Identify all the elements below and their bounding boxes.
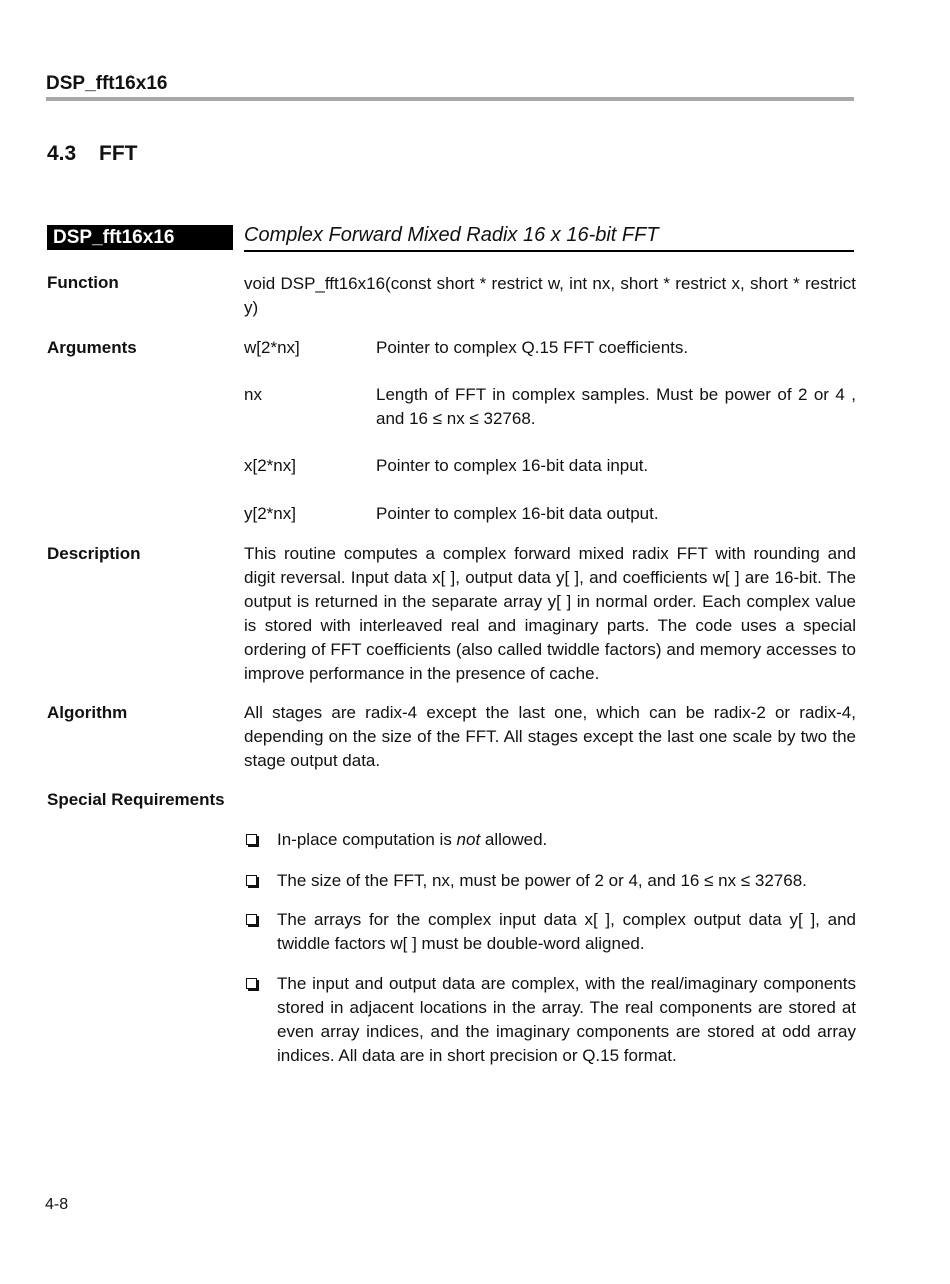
requirement-text: In-place computation is not allowed. [277,830,548,849]
function-label: Function [47,273,119,292]
argument-description: Pointer to complex 16-bit data output. [376,504,659,523]
running-head: DSP_fft16x16 [46,73,168,94]
argument-name: x[2*nx] [244,456,296,475]
argument-name: nx [244,385,262,404]
section-title: FFT [99,142,138,165]
checkbox-bullet-icon [246,978,257,989]
page-number: 4-8 [45,1196,69,1213]
description-label: Description [47,544,141,563]
section-number: 4.3 [47,142,77,165]
requirement-text: The arrays for the complex input data x[ ], complex output data y[ ], and twiddle factors w[ ] must be double-word aligned. [277,910,856,953]
checkbox-bullet-icon [246,834,257,845]
argument-description: Pointer to complex Q.15 FFT coefficients. [376,338,689,357]
requirement-text: The input and output data are complex, with the real/imaginary components stored in adjacent locations in the array. The real components are stored at even array indices, and the imaginary components are stored at odd array indices. All data are in short precision or Q.15 format. [277,974,856,1065]
function-signature: void DSP_fft16x16(const short * restrict w, int nx, short * restrict x, short * restrict y) [244,274,856,317]
description-text: This routine computes a complex forward mixed radix FFT with rounding and digit reversal. Input data x[ ], output data y[ ], and coefficients w[ ] are 16-bit. The output is returned in the separate array y[ ] in normal order. Each complex value is stored with interleaved real and imaginary parts. The code uses a special ordering of FFT coefficients (also called twiddle factors) and memory accesses to improve performance in the presence of cache. [244,544,856,683]
requirement-item [244,869,856,893]
section-heading [47,142,137,166]
requirement-item [244,972,856,1068]
argument-description: Length of FFT in complex samples. Must be power of 2 or 4 , and 16 ≤ nx ≤ 32768. [376,385,856,428]
checkbox-bullet-icon [246,875,257,886]
entry-tag: DSP_fft16x16 [47,225,233,250]
argument-name: y[2*nx] [244,504,296,523]
argument-description: Pointer to complex 16-bit data input. [376,456,649,475]
argument-name: w[2*nx] [244,338,300,357]
special-requirements-label: Special Requirements [47,790,225,809]
checkbox-bullet-icon [246,914,257,925]
arguments-label: Arguments [47,338,137,357]
algorithm-text: All stages are radix-4 except the last one, which can be radix-2 or radix-4, depending on the size of the FFT. All stages except the last one scale by two the stage output data. [244,703,856,770]
header-rule [46,97,854,101]
algorithm-label: Algorithm [47,703,128,722]
requirement-item [244,828,856,852]
requirement-item [244,908,856,956]
requirement-text: The size of the FFT, nx, must be power of 2 or 4, and 16 ≤ nx ≤ 32768. [277,871,807,890]
entry-title: Complex Forward Mixed Radix 16 x 16-bit FFT [244,222,854,252]
